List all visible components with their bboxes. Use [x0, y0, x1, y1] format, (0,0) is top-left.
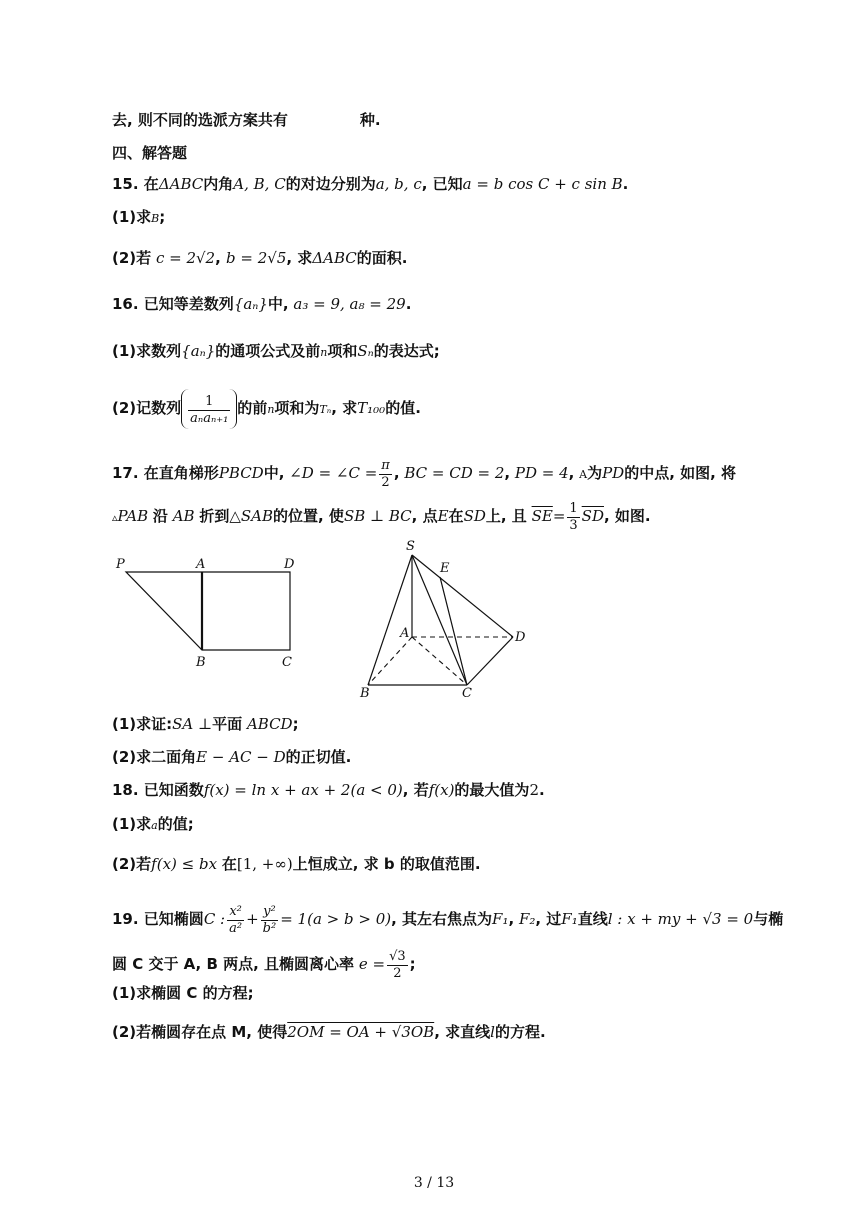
edge-cd [467, 637, 513, 685]
q18-t1: 已知函数 [143, 781, 204, 799]
q19-part2 [112, 1022, 546, 1042]
q18-p1-t1: 求 [136, 815, 152, 833]
q14-tail [112, 110, 381, 130]
q15-equation: a = b cos C + c sin B [462, 175, 623, 193]
q17-p1-t2: 平面 [212, 715, 243, 733]
label-d: D [515, 630, 526, 645]
q17-l2b: 沿 [152, 507, 168, 525]
q15-p1-text: 求 [136, 208, 152, 226]
q19-y-den: b² [262, 920, 277, 936]
q15-p2-label: (2) [112, 249, 137, 267]
q19-f1: F₁ [492, 910, 509, 928]
q15-part1 [112, 207, 165, 229]
q17-t5: , [568, 464, 575, 482]
q16-cond: a₃ = 9, a₈ = 29 [293, 295, 406, 313]
q17-t2: 中, [263, 464, 285, 482]
q19-l2a: 圆 C 交于 A, B 两点, 且椭圆离心率 [112, 955, 355, 973]
q19-f2: F₂ [518, 910, 536, 928]
q18-stem [112, 780, 545, 800]
label-c: C [462, 686, 472, 700]
q17-stem-2 [112, 496, 651, 538]
q19-stem [112, 890, 783, 948]
q19-t6: 与椭 [753, 910, 784, 928]
q17-pab: PAB [117, 507, 149, 525]
q15-tri2: ΔABC [312, 249, 357, 267]
q15-stem: 15. 在ΔABC内角A, B, C的对边分别为a, b, c, 已知a = b cos C + c sin B. [112, 175, 629, 193]
q17-l2h: , 如图. [603, 507, 651, 525]
q19-t2: , 其左右焦点为 [391, 910, 493, 928]
q16-t2: 中, [267, 295, 289, 313]
q17-p2-angle: E − AC − D [196, 748, 286, 766]
q15-angles: A, B, C [233, 175, 286, 193]
q17-l2f: 在 [448, 507, 464, 525]
q18-p2-label: (2) [112, 855, 137, 873]
q17-part2 [112, 747, 351, 767]
q15-p1-label: (1) [112, 208, 137, 226]
q17-p2-label: (2) [112, 748, 137, 766]
q19-l2b: ; [409, 955, 416, 973]
q16-p1-t1: 求数列 [136, 342, 182, 360]
q16-p2-label: (2) [112, 399, 137, 417]
q16-stem [112, 294, 411, 314]
q17-angle: ∠D = ∠C = [289, 464, 378, 482]
q19-line: l : x + my + √3 = 0 [607, 910, 754, 928]
q17-se-vec: $\overline{SE}$ [531, 507, 553, 525]
label-a: A [196, 557, 206, 572]
q18-p1-var: a [151, 819, 158, 832]
q18-t2: , 若 [402, 781, 429, 799]
q19-p1-text: 求椭圆 C 的方程; [136, 984, 254, 1002]
q17-t3: , [393, 464, 400, 482]
q15-t3: 的对边分别为 [285, 175, 376, 193]
q15-p2-end: 的面积. [356, 249, 408, 267]
q19-p2-end: 的方程. [494, 1023, 546, 1041]
q17-sd: SD [463, 507, 486, 525]
section-title: 四、解答题 [112, 144, 188, 162]
q19-e-num: √3 [389, 948, 406, 964]
q19-rest: = 1(a > b > 0) [280, 910, 392, 928]
q15-number: 15. [112, 175, 144, 193]
q17-frac-den: 3 [569, 517, 578, 533]
q16-frac-den: aₙaₙ₊₁ [190, 410, 229, 426]
q17-frac-num: 1 [569, 500, 578, 516]
q17-p1-perp: SA ⊥ [172, 715, 213, 733]
q19-vector-eq: 2OM = OA + √3OB [287, 1023, 435, 1041]
q15-tri: ΔABC [158, 175, 204, 193]
q15-t4: , 已知 [421, 175, 463, 193]
page-number: 3 / 13 [413, 1175, 455, 1191]
q19-p2-t2: , 求直线 [434, 1023, 491, 1041]
q17-l2c: 折到 [199, 507, 230, 525]
q17-t4: , [504, 464, 511, 482]
q18-max: 2 [529, 781, 539, 799]
label-b: B [360, 686, 370, 700]
q16-p1-label: (1) [112, 342, 137, 360]
label-b: B [196, 655, 206, 670]
q17-p1-end: ; [292, 715, 299, 733]
q17-pd: PD = 4 [514, 464, 569, 482]
q15-sides: a, b, c [375, 175, 422, 193]
q17-l2e: , 点 [411, 507, 438, 525]
q18-t3: 的最大值为 [454, 781, 530, 799]
q16-part2 [112, 388, 421, 430]
q14-text: 去, 则不同的选派方案共有 [112, 111, 288, 129]
q17-bc: BC = CD = 2 [404, 464, 505, 482]
q15-t2: 内角 [203, 175, 234, 193]
trapezoid-outline [126, 572, 290, 650]
q16-number: 16. [112, 295, 144, 313]
q16-p2-t1: 记数列 [136, 399, 182, 417]
q16-frac-num: 1 [188, 394, 230, 411]
q17-part1 [112, 714, 299, 734]
q19-p2-label: (2) [112, 1023, 137, 1041]
q16-p1-t2: 的通项公式及前 [215, 342, 321, 360]
q17-e: E [437, 507, 449, 525]
q17-p2-t1: 求二面角 [136, 748, 197, 766]
q18-p1-label: (1) [112, 815, 137, 833]
q19-stem-2 [112, 946, 416, 982]
edge-ac [412, 637, 467, 685]
q16-p2-t3: 项和为 [274, 399, 320, 417]
q18-p2-t1: 若 [136, 855, 152, 873]
q16-p1-t3: 项和 [327, 342, 358, 360]
q15-p1-end: ; [159, 208, 166, 226]
q19-t3: , [508, 910, 515, 928]
edge-ab [368, 637, 412, 685]
q18-t4: . [538, 781, 545, 799]
q17-a: A [579, 468, 588, 481]
q16-p2-t5: 的值. [385, 399, 421, 417]
q17-pi-num: π [381, 457, 390, 473]
q18-p1-end: 的值; [157, 815, 194, 833]
q16-p2-t4: , 求 [331, 399, 358, 417]
q17-t7: 的中点, 如图, 将 [624, 464, 737, 482]
q19-p2-t1: 若椭圆存在点 M, 使得 [136, 1023, 288, 1041]
q18-part1 [112, 814, 194, 836]
q19-t5: 直线 [577, 910, 608, 928]
q18-number: 18. [112, 781, 144, 799]
q16-p2-t100: T₁₀₀ [357, 399, 386, 417]
q17-sab: △SAB [229, 507, 274, 525]
q19-c: C : [203, 910, 226, 928]
q16-fraction-brace [181, 389, 237, 429]
q17-t6: 为 [587, 464, 603, 482]
q16-p1-n: n [320, 346, 328, 359]
q15-p2-ask: , 求 [286, 249, 313, 267]
q17-pd2: PD [602, 464, 625, 482]
q17-tri-symbol: ▵ [112, 511, 118, 524]
q19-e-den: 2 [393, 965, 402, 981]
q18-p2-ineq: f(x) ≤ bx [151, 855, 218, 873]
figure-trapezoid [110, 552, 310, 672]
q19-number: 19. [112, 910, 144, 928]
q15-part2: (2)若 c = 2√2, b = 2√5, 求ΔABC的面积. [112, 249, 408, 267]
q17-p2-end: 的正切值. [285, 748, 352, 766]
q17-l2g: 上, 且 [485, 507, 527, 525]
figure-pyramid [350, 535, 540, 700]
q16-t1: 已知等差数列 [143, 295, 234, 313]
edge-sd [412, 555, 513, 637]
label-e: E [440, 561, 450, 576]
edge-sb [368, 555, 412, 685]
q15-p2-text: 若 [136, 249, 152, 267]
q15-p1-var: B [151, 212, 160, 225]
q17-sd-vec: $\overline{SD}$ [581, 507, 604, 525]
q16-p1-t4: 的表达式; [373, 342, 440, 360]
q19-e: e = [358, 955, 386, 973]
q18-function: f(x) = ln x + ax + 2(a < 0) [203, 781, 403, 799]
q19-t1: 已知椭圆 [143, 910, 204, 928]
q19-f1b: F₁ [561, 910, 578, 928]
q17-ab: AB [172, 507, 195, 525]
q16-p1-seq: {aₙ} [181, 342, 216, 360]
q16-t3: . [405, 295, 412, 313]
q18-p2-t2: 在 [221, 855, 237, 873]
q17-pbcd: PBCD [218, 464, 264, 482]
section-heading [112, 143, 187, 163]
q17-p1-t1: 求证: [136, 715, 173, 733]
label-p: P [116, 557, 125, 572]
q18-part2 [112, 854, 481, 874]
q17-p1-abcd: ABCD [246, 715, 293, 733]
q19-x-num: x² [227, 904, 244, 921]
q17-pi-den: 2 [381, 474, 390, 490]
q18-fx: f(x) [428, 781, 455, 799]
q16-seq: {aₙ} [233, 295, 268, 313]
q15-t1: 在 [143, 175, 159, 193]
q18-p2-interval: [1, +∞) [236, 855, 293, 873]
q17-p1-label: (1) [112, 715, 137, 733]
q15-c-value: c = 2√2 [155, 249, 216, 267]
q17-t1: 在直角梯形 [143, 464, 219, 482]
label-s: S [406, 539, 415, 554]
label-c: C [282, 655, 292, 670]
q19-x-den: a² [229, 920, 243, 936]
q16-p2-t2: 的前 [237, 399, 268, 417]
q16-p1-s: Sₙ [357, 342, 374, 360]
q17-perp: SB ⊥ BC [343, 507, 412, 525]
q17-stem [112, 455, 736, 493]
label-a: A [400, 626, 410, 641]
q19-y-num: y² [261, 904, 279, 921]
label-d: D [284, 557, 295, 572]
q19-plus: + [246, 910, 259, 928]
q18-p2-end: 上恒成立, 求 b 的取值范围. [292, 855, 481, 873]
q19-p1-label: (1) [112, 984, 137, 1002]
q19-p2-l: l [490, 1023, 495, 1041]
q19-t4: , 过 [535, 910, 562, 928]
q17-equals: = [552, 507, 566, 525]
q19-part1 [112, 983, 254, 1003]
q16-p2-t: Tₙ [319, 403, 332, 416]
q17-l2d: 的位置, 使 [273, 507, 344, 525]
q15-b-value: b = 2√5 [226, 249, 287, 267]
q16-part1 [112, 341, 440, 363]
q17-number: 17. [112, 464, 144, 482]
q14-unit: 种. [359, 111, 381, 129]
q16-p2-n: n [267, 403, 275, 416]
